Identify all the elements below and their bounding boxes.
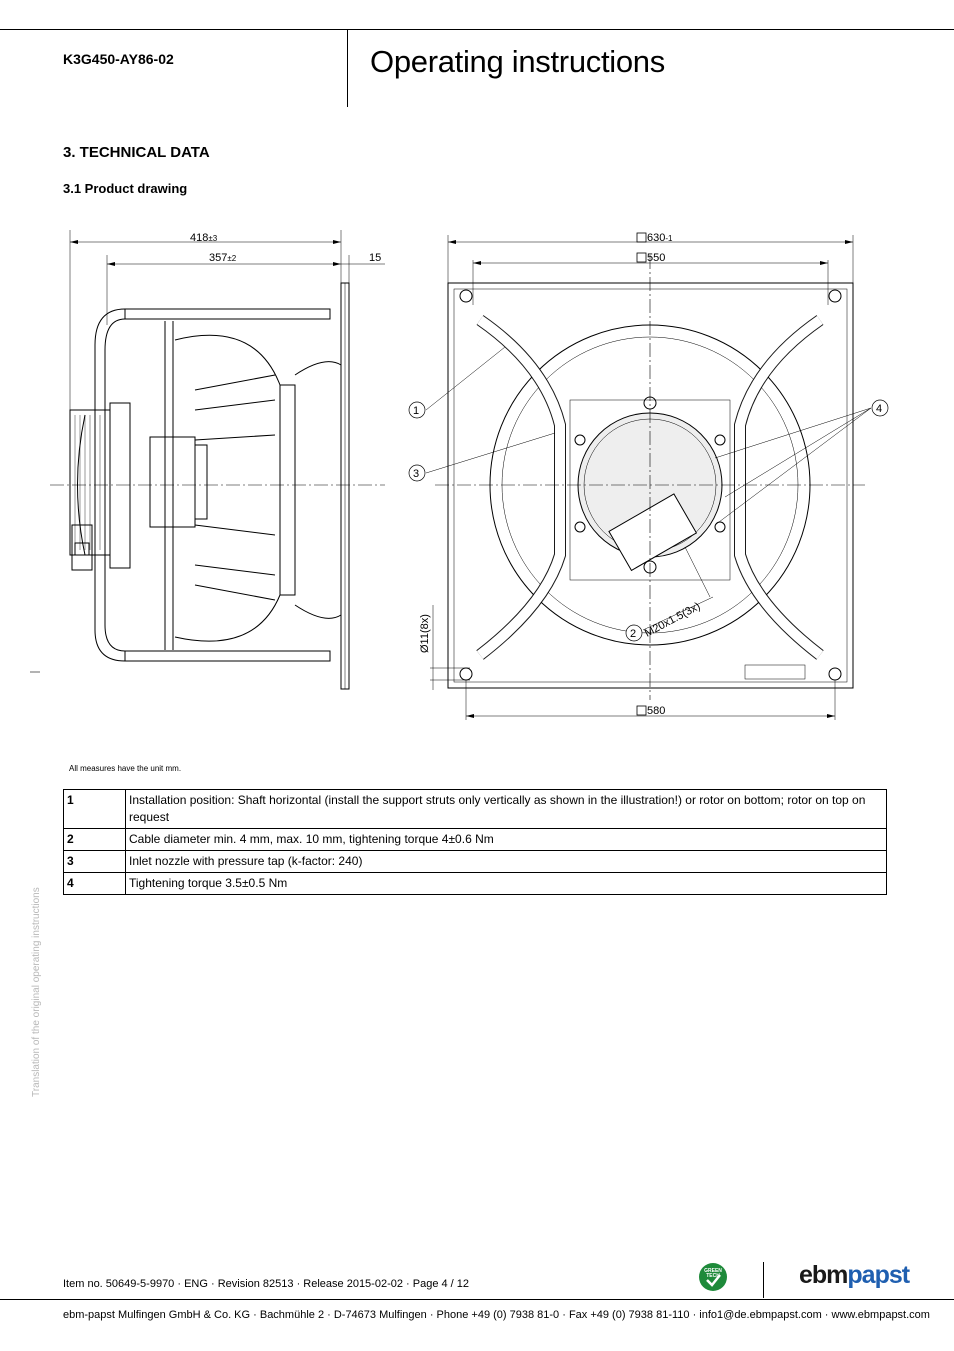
measure-note: All measures have the unit mm. [69,764,182,773]
note-text: Installation position: Shaft horizontal (install the support struts only vertically as shown in the illustration!) or rotor on bottom; rotor on top on request [126,790,887,829]
subsection-heading: 3.1 Product drawing [63,181,188,196]
note-text: Inlet nozzle with pressure tap (k-factor: 240) [126,851,887,873]
note-text: Cable diameter min. 4 mm, max. 10 mm, tightening torque 4±0.6 Nm [126,829,887,851]
table-row [64,790,887,829]
dim-impeller-depth: 357±2 [209,252,237,264]
dim-inner-size: 580 [647,705,666,717]
footer-item-line: Item no. 50649-5-9970 · ENG · Revision 82513 · Release 2015-02-02 · Page 4 / 12 [63,1278,470,1290]
dim-plate-thickness: 15 [369,252,382,264]
dim-overall-depth: 418±3 [190,232,218,244]
table-row [64,851,887,873]
dim-cable-gland: M20x1.5(3x) [642,600,703,640]
footer-company-line: ebm-papst Mulfingen GmbH & Co. KG · Bachmühle 2 · D-74673 Mulfingen · Phone +49 (0) 7938 81-0 · Fax +49 (0) 7938 81-110 · info1@de.ebmpapst.com · www.ebmpapst.com [63,1309,930,1321]
table-row [64,873,887,895]
note-number: 3 [64,851,126,873]
footer-rule [0,1299,954,1300]
ebmpapst-logo: ebmpapst [799,1261,910,1289]
note-text: Tightening torque 3.5±0.5 Nm [126,873,887,895]
callout-2: 2 [630,628,637,640]
translation-note: Translation of the original operating instructions [31,887,42,1097]
header-top-rule [0,29,954,30]
greentech-badge-icon [698,1262,728,1292]
dim-mounting-hole: Ø11(8x) [419,614,431,653]
callout-1: 1 [413,405,420,417]
notes-table [63,789,887,895]
header-divider [347,29,348,107]
note-number: 1 [64,790,126,829]
note-number: 4 [64,873,126,895]
product-drawing [25,225,883,725]
callout-3: 3 [413,468,420,480]
dim-plate-size: 630-1 [647,232,673,244]
callout-4: 4 [876,403,883,415]
dim-hole-pitch: 550 [647,252,666,264]
note-number: 2 [64,829,126,851]
svg-text:TECH: TECH [706,1273,720,1279]
footer-divider [763,1262,764,1298]
svg-text:GREEN: GREEN [704,1268,722,1274]
page-title: Operating instructions [370,44,665,79]
table-row [64,829,887,851]
model-number: K3G450-AY86-02 [63,51,174,67]
section-heading: 3. TECHNICAL DATA [63,144,210,161]
